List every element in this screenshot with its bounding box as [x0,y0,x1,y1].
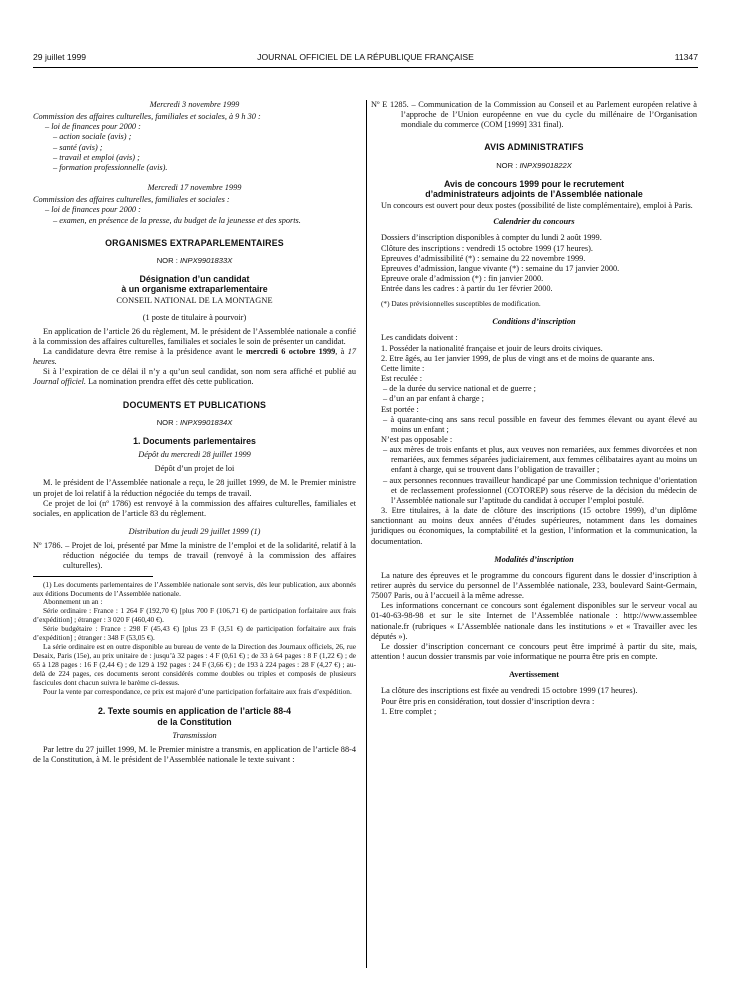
left-column [33,100,356,765]
modalites-heading: Modalités d’inscription [494,554,574,564]
section-title-documents: DOCUMENTS ET PUBLICATIONS [122,399,267,410]
paragraph: Si à l’expiration de ce délai il n’y a qu’un seul candidat, son nom sera affiché et publié au Journal officiel. La nomination prendra effet dès cette publication. [33,367,356,387]
paragraph: Cette limite : [381,363,425,373]
footnote: Abonnement un an : [43,597,103,607]
calendar-note: (*) Dates prévisionnelles susceptibles de modification. [381,299,541,309]
column-divider [366,100,367,968]
list-item: – aux personnes reconnues travailleur handicapé par une Commission technique d’orientation et de reclassement professionnel (COTOREP) sous réserve de la décision du médecin de l’Assemblée nationale sur l’aptitude du candidat à occuper l’emploi postulé. [383,475,697,505]
list-item: – de la durée du service national et de guerre ; [383,384,536,394]
paragraph: 1. Etre complet ; [381,706,437,716]
commission-heading: Commission des affaires culturelles, familiales et sociales, à 9 h 30 : [33,112,261,122]
paragraph: La clôture des inscriptions est fixée au vendredi 15 octobre 1999 (17 heures). [381,686,638,696]
paragraph: M. le président de l’Assemblée nationale a reçu, le 28 juillet 1999, de M. le Premier ministre un projet de loi relatif à la réduction négociée du temps de travail. [33,478,356,498]
footnote: Pour la vente par correspondance, ce prix est majoré d’une participation forfaitaire aux frais d’expédition. [43,686,352,696]
section-title-organismes: ORGANISMES EXTRAPARLEMENTAIRES [105,237,284,248]
agenda-subitem: – formation professionnelle (avis). [53,162,168,172]
paragraph: 2. Etre âgés, au 1er janvier 1999, de plus de vingt ans et de moins de quarante ans. [381,353,655,363]
agenda-subitem: – santé (avis) ; [53,142,103,152]
list-item: – à quarante-cinq ans sans recul possible en faveur des femmes élevant ou ayant élevé au moins un enfant ; [383,414,697,434]
paragraph: Est portée : [381,404,419,414]
section-title-avis: AVIS ADMINISTRATIFS [484,142,584,153]
meeting-date-heading: Mercredi 17 novembre 1999 [147,183,242,193]
calendar-item: Epreuves d’admission, langue vivante (*) : semaine du 17 janvier 2000. [381,263,620,273]
commission-heading: Commission des affaires culturelles, familiales et sociales : [33,195,230,205]
footnote: Série budgétaire : France : 298 F (45,43 €) [plus 23 F (3,51 €) de participation forfaitaire aux frais d’expédition] ; étranger : 348 F (53,05 €). [33,624,356,643]
conditions-heading: Conditions d’inscription [492,317,576,327]
post-count: (1 poste de titulaire à pourvoir) [142,312,247,322]
organism-name: CONSEIL NATIONAL DE LA MONTAGNE [116,296,273,306]
subsection-title: de la Constitution [157,716,232,727]
calendar-item: Dossiers d’inscription disponibles à compter du lundi 2 août 1999. [381,233,602,243]
calendar-item: Entrée dans les cadres : à partir du 1er février 2000. [381,284,553,294]
deposit-heading: Dépôt du mercredi 28 juillet 1999 [138,450,251,460]
paragraph: La candidature devra être remise à la présidence avant le mercredi 6 octobre 1999, à 17 heures. [33,346,357,367]
subsection-title: 2. Texte soumis en application de l’article 88-4 [98,706,291,717]
subsection-title: 1. Documents parlementaires [133,435,256,446]
deposit-subheading: Dépôt d’un projet de loi [154,464,235,474]
paragraph: La nature des épreuves et le programme du concours figurent dans le dossier d’inscription à retirer auprès du service du personnel de l’Assemblée nationale, 233, boulevard Saint-Germain, 75007 Paris, ou à l’accueil à la même adresse. [371,570,697,601]
footnote: La série ordinaire est en outre disponible au bureau de vente de la Direction des Journaux officiels, 26, rue Desaix, Paris (15e), au prix unitaire de : jusqu’à 32 pages : 4 F (0,61 €) ; de 33 à 64 pages : 8 F (1,22 €) ; de 65 à 128 pages : 16 F (2,44 €) ; de 129 à 192 pages : 24 F (3,66 €) ; de 193 à 224 pages : 28 F (4,27 €) ; au-delà de 224 pages, ces documents seront considérés comme doubles ou triples et composés de plusieurs fascicules dont chacun suivra le barème ci-dessus. [33,641,356,687]
nor-reference: NOR : INPX9901833X [156,255,233,265]
document-entry: Nº E 1285. – Communication de la Commission au Conseil et au Parlement européen relative à l’approche de l’Union européenne en vue du cycle du millénaire de l’Organisation mondiale du commerce (COM [1999] 331 final). [371,100,697,130]
subsection-title: d’administrateurs adjoints de l’Assemblée nationale [425,188,643,199]
paragraph: Le dossier d’inscription concernant ce concours peut être imprimé à partir du site, mais, attention ! aucun dossier transmis par voie informatique ne pourra être pris en compte. [371,641,697,662]
agenda-subitem: – action sociale (avis) ; [53,132,132,142]
warning-heading: Avertissement [508,670,560,680]
meeting-date-heading: Mercredi 3 novembre 1999 [149,100,240,109]
header-page-number: 11347 [674,52,698,62]
list-item: – d’un an par enfant à charge ; [383,394,484,404]
footnote: Série ordinaire : France : 1 264 F (192,70 €) [plus 700 F (106,71 €) de participation forfaitaire aux frais d’expédition] ; étranger : 3 020 F (460,40 €). [33,606,356,625]
subsection-title: à un organisme extraparlementaire [121,284,268,295]
transmission-heading: Transmission [172,730,217,740]
paragraph: Un concours est ouvert pour deux postes (possibilité de liste complémentaire), emploi à Paris. [381,201,693,211]
paragraph: Ce projet de loi (nº 1786) est renvoyé à la commission des affaires culturelles, familiales et sociales, en application de l’article 83 du règlement. [33,498,356,518]
document-entry: Nº 1786. – Projet de loi, présenté par Mme la ministre de l’emploi et de la solidarité, relatif à la réduction négociée du temps de travail (renvoyé à la commission des affaires culturelles). [33,541,356,571]
paragraph: 3. Etre titulaires, à la date de clôture des inscriptions (15 octobre 1999), d’un diplôme sanctionnant au moins deux années d’études supérieures, notamment dans les domaines juridiques ou économiques, la comptabilité et la gestion, l’information et la communication, la documentation. [371,506,697,546]
subsection-title: Avis de concours 1999 pour le recrutement [443,178,625,189]
calendar-item: Epreuve orale d’admission (*) : fin janvier 2000. [381,274,544,284]
list-item: – aux mères de trois enfants et plus, aux veuves non remariées, aux femmes divorcées et non remariées, aux femmes séparées judiciairement, aux femmes célibataires ayant au moins un enfant à charge, qui se trouvent dans l’obligation de travailler ; [383,445,697,475]
agenda-item: – loi de finances pour 2000 : [45,205,141,215]
paragraph: Par lettre du 27 juillet 1999, M. le Premier ministre a transmis, en application de l’article 88-4 de la Constitution, à M. le président de l’Assemblée nationale le texte suivant : [33,744,356,765]
header-journal-title: JOURNAL OFFICIEL DE LA RÉPUBLIQUE FRANÇAISE [257,52,474,62]
subsection-title: Désignation d’un candidat [139,274,250,285]
calendar-item: Clôture des inscriptions : vendredi 15 octobre 1999 (17 heures). [381,243,593,253]
paragraph: Les informations concernant ce concours sont également disponibles sur le serveur vocal au 01-40-63-98-98 et sur le site Internet de l’Assemblée nationale : http://www.assemblee nationale.fr (rubriques « L’Assemblée nationale dans les institutions » et « Travailler avec les députés »). [371,601,697,641]
paragraph: Est reculée : [381,374,423,384]
header-date: 29 juillet 1999 [33,52,87,62]
nor-reference: NOR : INPX9901834X [156,417,233,427]
right-column [371,100,697,717]
calendar-item: Epreuves d’admissibilité (*) : semaine du 22 novembre 1999. [381,253,586,263]
header-rule [33,67,698,68]
agenda-subitem: – examen, en présence de la presse, du budget de la jeunesse et des sports. [53,215,301,225]
nor-reference: NOR : INPX9901822X [496,160,572,170]
paragraph: En application de l’article 26 du règlement, M. le président de l’Assemblée nationale a confié à la commission des affaires culturelles, familiales et sociales le soin de présenter un candidat. [33,326,356,346]
calendar-heading: Calendrier du concours [493,217,575,227]
agenda-item: – loi de finances pour 2000 : [45,122,141,132]
footnote-rule [33,576,153,577]
footnote: (1) Les documents parlementaires de l’Assemblée nationale sont servis, dès leur publication, aux abonnés aux éditions Documents de l’Assemblée nationale. [33,579,356,598]
paragraph: 1. Posséder la nationalité française et jouir de leurs droits civiques. [381,343,603,353]
paragraph: Les candidats doivent : [381,333,458,343]
paragraph: Pour être pris en considération, tout dossier d’inscription devra : [381,696,595,706]
distribution-heading: Distribution du jeudi 29 juillet 1999 (1) [128,527,261,536]
page-header [33,52,698,66]
paragraph: N’est pas opposable : [381,434,453,444]
agenda-subitem: – travail et emploi (avis) ; [53,152,140,162]
